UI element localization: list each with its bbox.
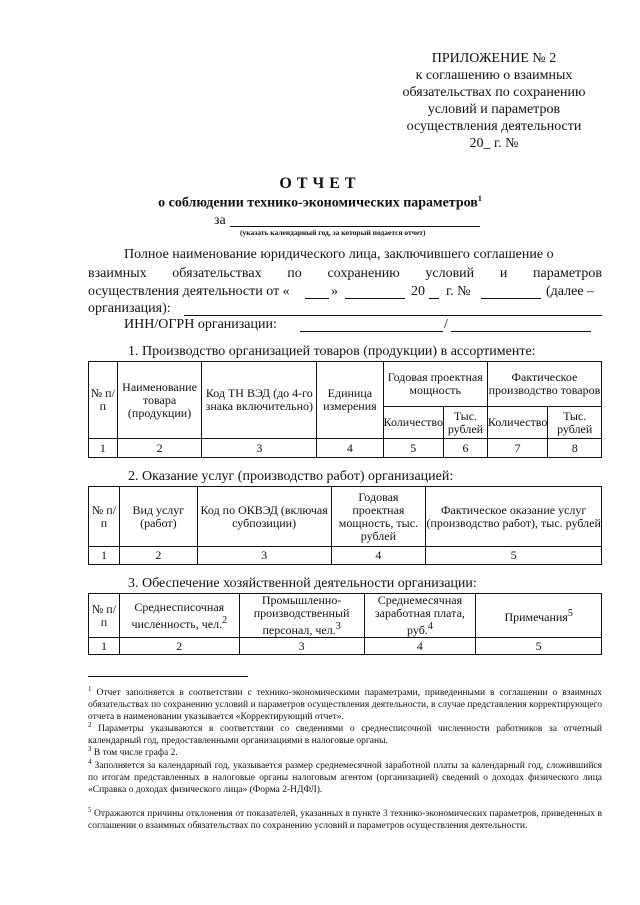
year-hint: (указать календарный год, за который подается отчет) bbox=[240, 228, 426, 237]
intro-word: и bbox=[499, 266, 508, 281]
annex-title: ПРИЛОЖЕНИЕ № 2 bbox=[431, 51, 557, 66]
intro-word: условий bbox=[425, 266, 475, 281]
section-1-title: 1. Производство организацией товаров (продукции) в ассортименте: bbox=[128, 344, 536, 359]
intro-word: взаимных bbox=[88, 266, 147, 281]
inn-separator: / bbox=[444, 317, 448, 332]
column-number: 5 bbox=[383, 439, 443, 458]
agreement-number-field[interactable] bbox=[481, 298, 541, 299]
header-tnved-code: Код ТН ВЭД (до 4-го знака включительно) bbox=[202, 362, 317, 439]
column-number: 6 bbox=[444, 439, 488, 458]
column-number: 2 bbox=[119, 638, 239, 655]
section-2-title: 2. Оказание услуг (производство работ) организацией: bbox=[128, 469, 454, 484]
header-headcount bbox=[119, 594, 239, 638]
column-number: 3 bbox=[197, 547, 331, 565]
header-notes bbox=[476, 594, 602, 638]
header-number: № п/п bbox=[89, 594, 120, 638]
date-month-field[interactable] bbox=[345, 298, 405, 299]
footnote-text: Параметры указываются в соответствии со сведениями о среднесписочной численности работников за отчетный календарный год, предоставленными организациями в налоговые органы. bbox=[88, 724, 602, 747]
page-subtitle bbox=[0, 194, 640, 212]
intro-line bbox=[88, 266, 602, 282]
footnote-ref: 1 bbox=[477, 194, 482, 203]
footnote-ref: 3 bbox=[335, 621, 341, 632]
annex-header bbox=[380, 50, 608, 152]
column-number: 8 bbox=[548, 439, 602, 458]
column-number: 4 bbox=[364, 638, 476, 655]
footnote-text: Отражаются причины отклонения от показателей, указанных в пункте 3 технико-экономических параметров, приведенных в соглашении о взаимных обязательствах по сохранению условий и параметров осуществления деятельности. bbox=[88, 809, 602, 832]
intro-line: Полное наименование юридического лица, заключившего соглашение о bbox=[124, 247, 554, 262]
services-table bbox=[88, 486, 602, 565]
production-table bbox=[88, 361, 602, 458]
annex-line: условий и параметров bbox=[427, 102, 561, 117]
annex-line: к соглашению о взаимных bbox=[415, 68, 573, 83]
header-industrial-staff bbox=[239, 594, 364, 638]
header-average-salary bbox=[364, 594, 476, 638]
footnote-ref: 4 bbox=[427, 621, 433, 632]
footnote-1 bbox=[88, 683, 602, 723]
header-headcount-text: Среднесписочная численность, чел. bbox=[131, 599, 225, 631]
header-quantity: Количество bbox=[487, 407, 547, 439]
column-number: 1 bbox=[89, 547, 120, 565]
footnote-marker: 3 bbox=[88, 745, 92, 753]
column-number: 2 bbox=[119, 547, 197, 565]
intro-org-label: организация): bbox=[88, 301, 171, 316]
header-actual-services: Фактическое оказание услуг (производство работ), тыс. рублей bbox=[426, 487, 602, 547]
page-title: ОТЧЕТ bbox=[279, 175, 361, 192]
column-number: 1 bbox=[89, 638, 120, 655]
intro-date-text: осуществления деятельности от « bbox=[88, 284, 290, 299]
section-3-title: 3. Обеспечение хозяйственной деятельности организации: bbox=[128, 576, 477, 591]
column-number: 4 bbox=[317, 439, 383, 458]
inn-field[interactable] bbox=[300, 331, 443, 332]
intro-number-label: г. № bbox=[446, 284, 471, 299]
year-label: за bbox=[214, 213, 226, 228]
annex-line: осуществления деятельности bbox=[406, 119, 582, 134]
header-okved-code: Код по ОКВЭД (включая субпозиции) bbox=[197, 487, 331, 547]
header-annual-capacity: Годовая проектная мощность bbox=[383, 362, 487, 407]
ogrn-field[interactable] bbox=[451, 331, 591, 332]
intro-hereinafter: (далее – bbox=[546, 284, 595, 299]
intro-word: параметров bbox=[533, 266, 602, 281]
header-product-name: Наименование товара (продукции) bbox=[117, 362, 202, 439]
header-quantity: Количество bbox=[383, 407, 443, 439]
header-notes-text: Примечания bbox=[504, 610, 568, 624]
footnote-ref: 5 bbox=[567, 608, 573, 619]
column-number: 4 bbox=[331, 547, 426, 565]
column-number: 5 bbox=[476, 638, 602, 655]
intro-quote: » bbox=[331, 284, 338, 299]
annex-line: обязательствах по сохранению bbox=[402, 85, 586, 100]
footnote-4 bbox=[88, 756, 602, 796]
header-service-type: Вид услуг (работ) bbox=[119, 487, 197, 547]
intro-word: по bbox=[287, 266, 302, 281]
footnote-text: Отчет заполняется в соответствии с технико-экономическими параметрами, приведенными в соглашении о взаимных обязательствах по сохранению условий и параметров осуществления деятельности, в случае представления корректирующего отчета в наименовании указывается «Корректирующий отчет». bbox=[88, 688, 603, 723]
header-annual-capacity: Годовая проектная мощность, тыс. рублей bbox=[331, 487, 426, 547]
header-thousand-rubles: Тыс. рублей bbox=[548, 407, 602, 439]
header-unit: Единица измерения bbox=[317, 362, 383, 439]
footnote-divider bbox=[88, 676, 248, 677]
column-number: 3 bbox=[202, 439, 317, 458]
footnote-text: Заполняется за календарный год, указывается размер среднемесячной заработной платы за календарный год, сложившийся по итогам представленных в налоговые органы налоговым агентом (организацией) сведений о доходах физического лица «Справка о доходах физического лица» (Форма 2-НДФЛ). bbox=[88, 761, 602, 796]
footnote-marker: 2 bbox=[88, 721, 92, 729]
footnote-5 bbox=[88, 804, 602, 832]
organization-field[interactable] bbox=[184, 315, 602, 316]
date-day-field[interactable] bbox=[305, 298, 329, 299]
column-number: 5 bbox=[426, 547, 602, 565]
header-thousand-rubles: Тыс. рублей bbox=[444, 407, 488, 439]
header-actual-production: Фактическое производство товаров bbox=[487, 362, 601, 407]
business-table bbox=[88, 593, 602, 655]
intro-word: сохранению bbox=[327, 266, 400, 281]
year-field[interactable] bbox=[230, 226, 480, 227]
column-number: 3 bbox=[239, 638, 364, 655]
annex-date: 20_ г. № bbox=[469, 136, 519, 151]
header-number: № п/п bbox=[89, 362, 118, 439]
intro-year: 20 bbox=[411, 284, 425, 299]
column-number: 1 bbox=[89, 439, 118, 458]
date-year-field[interactable] bbox=[429, 298, 439, 299]
inn-label: ИНН/ОГРН организации: bbox=[124, 317, 277, 332]
header-number: № п/п bbox=[89, 487, 120, 547]
column-number: 7 bbox=[487, 439, 547, 458]
footnote-ref: 2 bbox=[222, 614, 228, 626]
header-industrial-staff-text: Промышленно-производственный персонал, чел. bbox=[253, 593, 350, 637]
intro-word: обязательствах bbox=[172, 266, 262, 281]
footnote-marker: 4 bbox=[88, 758, 92, 766]
footnote-text: В том числе графа 2. bbox=[93, 748, 178, 759]
header-average-salary-text: Среднемесячная заработная плата, руб. bbox=[374, 593, 465, 637]
subtitle-text: о соблюдении технико-экономических параметров bbox=[158, 195, 478, 211]
footnote-marker: 1 bbox=[88, 685, 92, 693]
footnote-marker: 5 bbox=[88, 806, 92, 814]
column-number: 2 bbox=[117, 439, 202, 458]
